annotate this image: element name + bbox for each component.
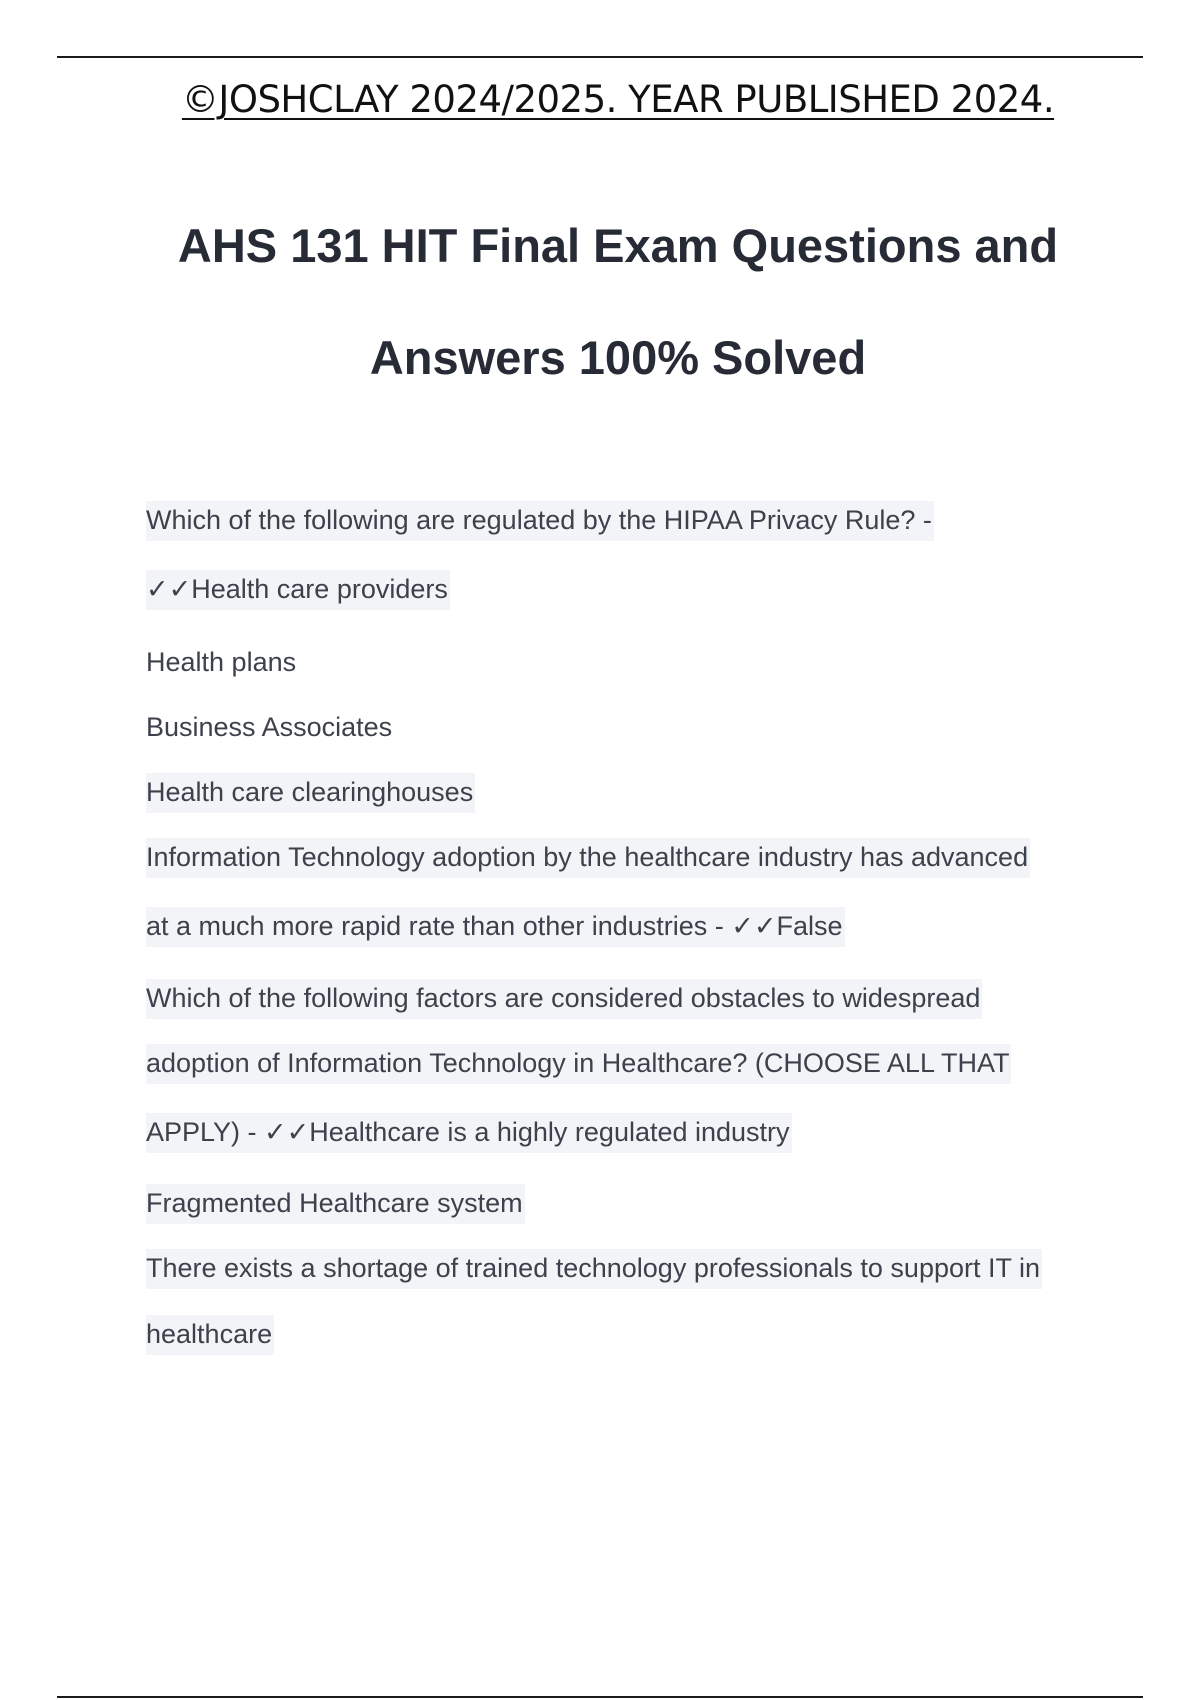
question-1-answer-item — [146, 777, 475, 808]
question-3-text — [146, 1048, 1011, 1079]
text-line: Health plans — [146, 647, 297, 677]
copyright-header — [0, 78, 1200, 121]
question-3-answer-item — [146, 1319, 274, 1350]
question-1-answer — [146, 574, 450, 605]
question-3-text — [146, 983, 982, 1014]
text-line: ✓✓Health care providers — [146, 570, 450, 610]
text-line: Fragmented Healthcare system — [146, 1184, 525, 1224]
top-rule — [57, 56, 1143, 58]
text-line: Information Technology adoption by the healthcare industry has advanced — [146, 838, 1030, 878]
document-title-line-2: Answers 100% Solved — [369, 331, 867, 384]
question-2-answer — [146, 911, 845, 942]
text-line: Health care clearinghouses — [146, 773, 475, 813]
text-line: Which of the following factors are considered obstacles to widespread — [146, 979, 982, 1019]
text-line: healthcare — [146, 1315, 274, 1355]
document-title-line-1: AHS 131 HIT Final Exam Questions and — [177, 219, 1059, 272]
bottom-rule — [57, 1696, 1143, 1698]
question-3-answer-item — [146, 1253, 1042, 1284]
question-1-answer-item — [146, 712, 392, 743]
question-2-text — [146, 842, 1030, 873]
question-1-text — [146, 505, 934, 536]
copyright-text: ©JOSHCLAY 2024/2025. YEAR PUBLISHED 2024. — [181, 78, 1055, 121]
question-1-answer-item — [146, 647, 296, 678]
text-line: at a much more rapid rate than other industries - ✓✓False — [146, 907, 845, 947]
text-line: There exists a shortage of trained technology professionals to support IT in — [146, 1249, 1042, 1289]
text-line: APPLY) - ✓✓Healthcare is a highly regulated industry — [146, 1113, 792, 1153]
question-3-answer-item — [146, 1188, 525, 1219]
question-3-answer — [146, 1117, 792, 1148]
text-line: adoption of Information Technology in Healthcare? (CHOOSE ALL THAT — [146, 1044, 1011, 1084]
text-line: Business Associates — [146, 712, 393, 742]
text-line: Which of the following are regulated by the HIPAA Privacy Rule? - — [146, 501, 934, 541]
